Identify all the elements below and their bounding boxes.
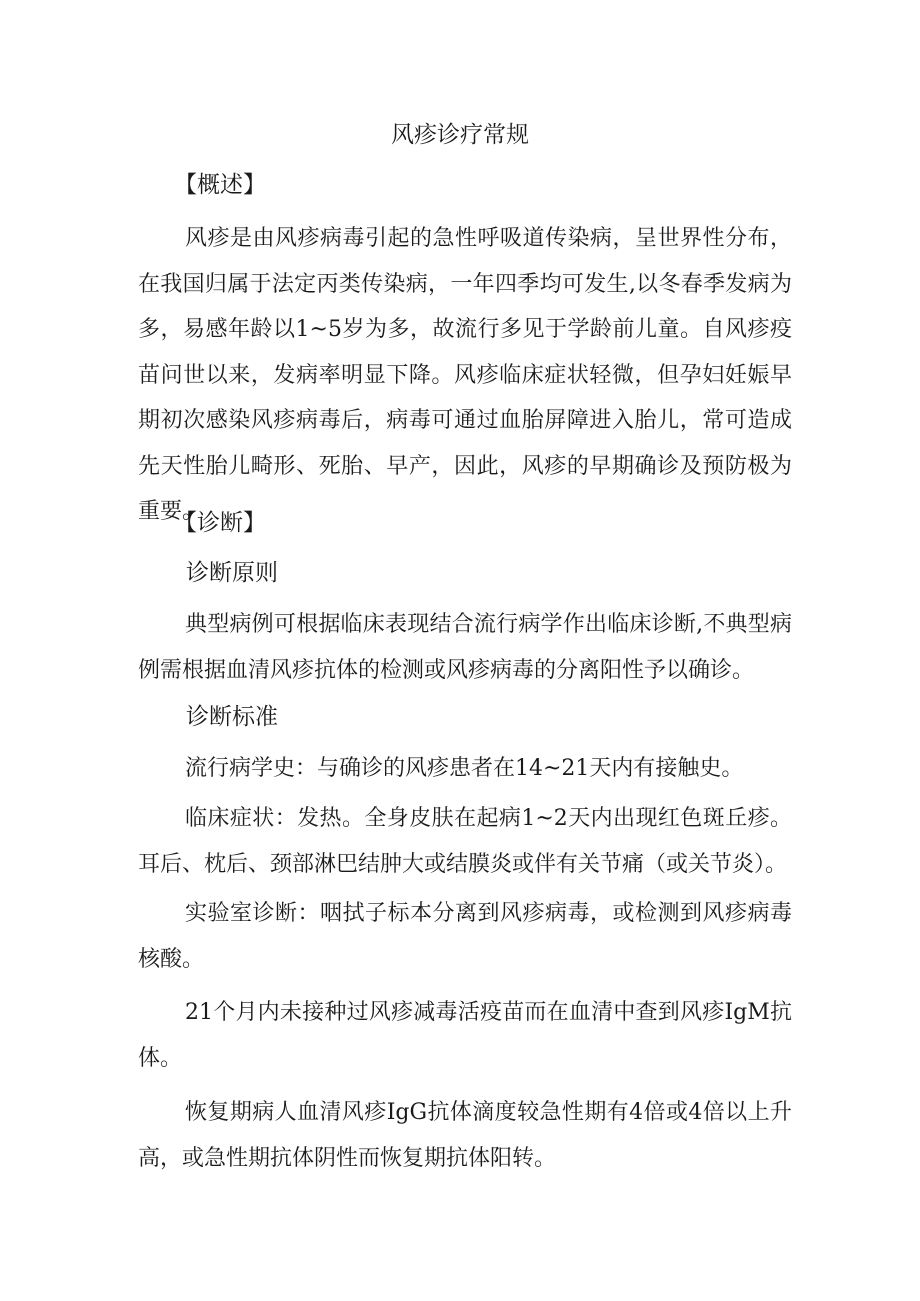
section-heading-diagnosis: 【诊断】 — [174, 510, 266, 536]
criteria-item-igm-antibody: 21个月内未接种过风疹减毒活疫苗而在血清中查到风疹IgM抗体。 — [138, 1000, 792, 1071]
subheading-diagnosis-criteria: 诊断标准 — [186, 704, 278, 730]
section-heading-overview: 【概述】 — [174, 172, 266, 198]
criteria-item-clinical-symptoms: 临床症状：发热。全身皮肤在起病1~2天内出现红色斑丘疹。耳后、枕后、颈部淋巴结肿大或结膜炎或伴有关节痛（或关节炎）。 — [138, 806, 792, 877]
criteria-item-epidemiology: 流行病学史：与确诊的风疹患者在14~21天内有接触史。 — [185, 756, 744, 781]
diagnosis-principle-paragraph: 典型病例可根据临床表现结合流行病学作出临床诊断,不典型病例需根据血清风疹抗体的检测或风疹病毒的分离阳性予以确诊。 — [138, 612, 792, 683]
criteria-item-igg-antibody: 恢复期病人血清风疹IgG抗体滴度较急性期有4倍或4倍以上升高，或急性期抗体阴性而恢复期抗体阳转。 — [138, 1100, 792, 1171]
document-title: 风疹诊疗常规 — [391, 122, 529, 148]
overview-paragraph: 风疹是由风疹病毒引起的急性呼吸道传染病，呈世界性分布，在我国归属于法定丙类传染病，一年四季均可发生,以冬春季发病为多，易感年龄以1~5岁为多，故流行多见于学龄前儿童。自风疹疫苗问世以来，发病率明显下降。风疹临床症状轻微，但孕妇妊娠早期初次感染风疹病毒后，病毒可通过血胎屏障进入胎儿，常可造成先天性胎儿畸形、死胎、早产，因此，风疹的早期确诊及预防极为重要。 — [138, 226, 792, 524]
subheading-diagnosis-principle: 诊断原则 — [186, 560, 278, 586]
criteria-item-laboratory: 实验室诊断：咽拭子标本分离到风疹病毒，或检测到风疹病毒核酸。 — [138, 901, 792, 972]
